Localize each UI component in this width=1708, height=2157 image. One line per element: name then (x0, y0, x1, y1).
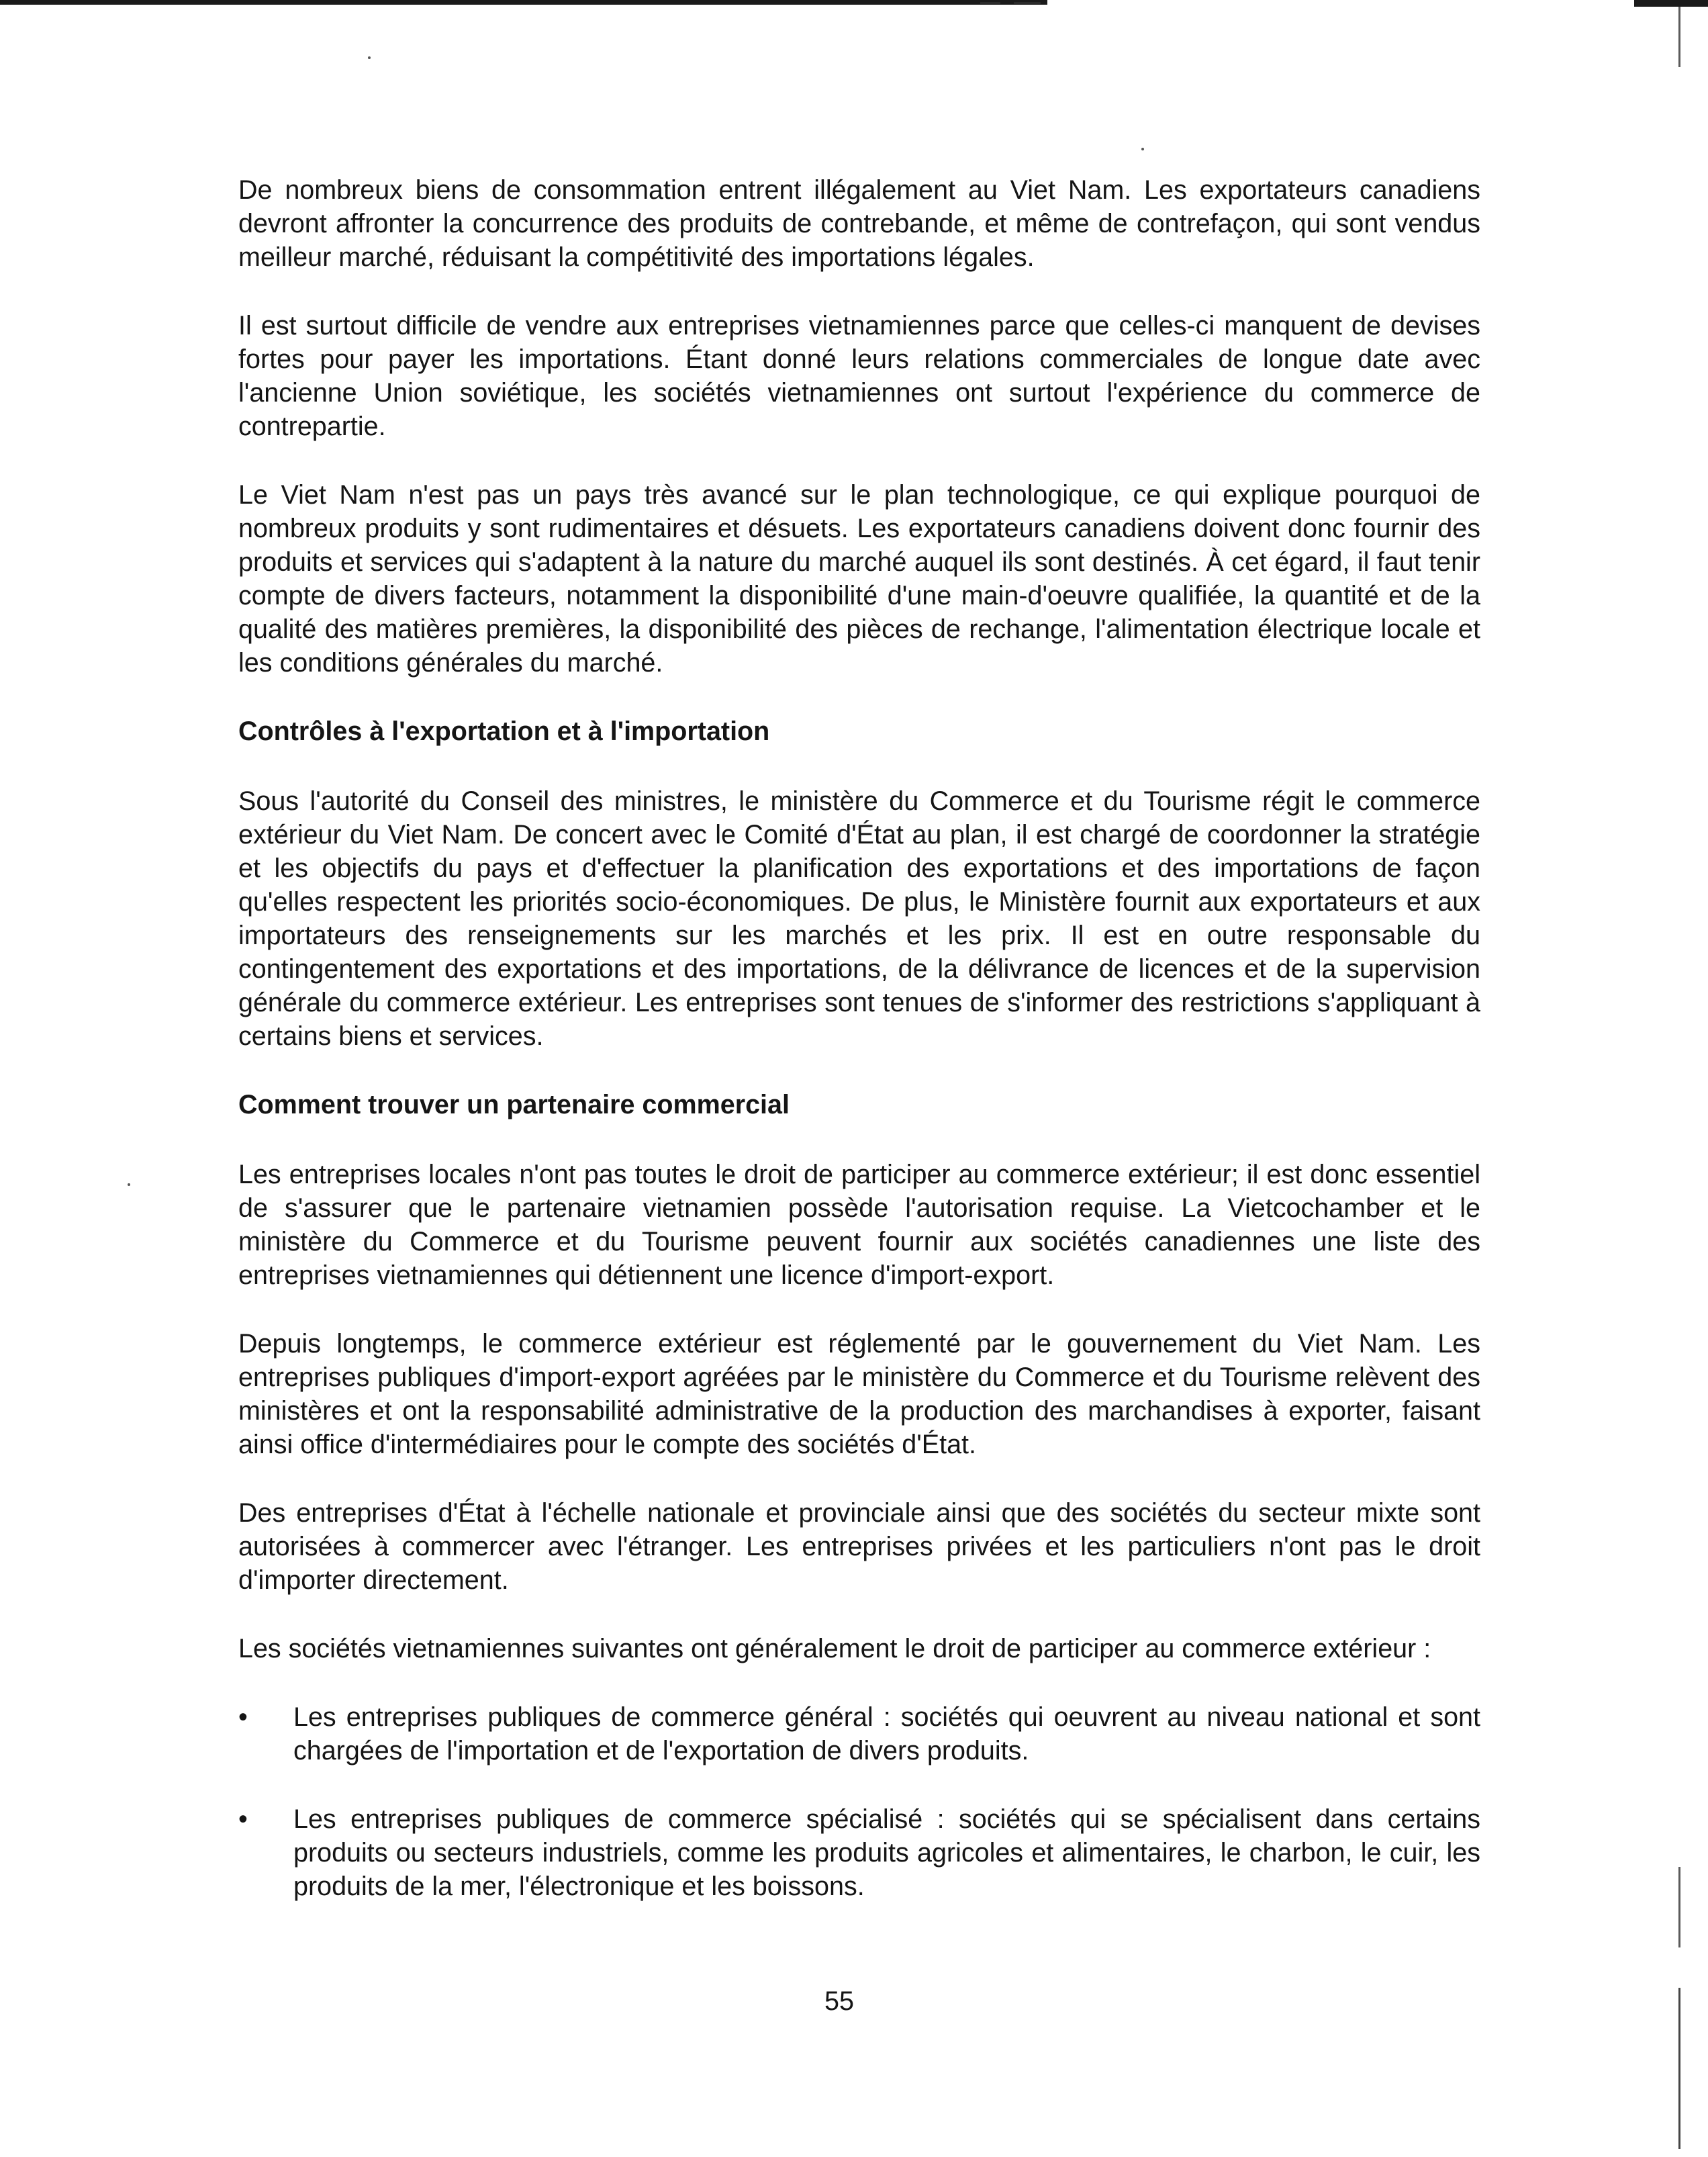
scan-top-border (0, 0, 1047, 5)
paragraph-technologie: Le Viet Nam n'est pas un pays très avancé sur le plan technologique, ce qui explique pourquoi de nombreux produits y sont rudimentaires et désuets. Les exportateurs canadiens doivent donc fournir des produits et services qui s'adaptent à la nature du marché auquel ils sont destinés. À cet égard, il faut tenir compte de divers facteurs, notamment la disponibilité d'une main-d'oeuvre qualifiée, la quantité et de la qualité des matières premières, la disponibilité des pièces de rechange, l'alimentation électrique locale et les conditions générales du marché. (238, 480, 1480, 678)
bullet-icon: • (238, 1804, 248, 1834)
scan-speck (128, 1183, 130, 1186)
bullet-list (238, 1700, 1480, 1903)
list-item (238, 1700, 1480, 1768)
scan-right-edge (1678, 1988, 1680, 2149)
bullet-text-commerce-specialise: Les entreprises publiques de commerce spécialisé : sociétés qui se spécialisent dans certains produits ou secteurs industriels, comme les produits agricoles et alimentaires, le charbon, le cuir, les produits de la mer, l'électronique et les boissons. (293, 1804, 1480, 1901)
paragraph-entreprises-locales: Les entreprises locales n'ont pas toutes le droit de participer au commerce extérieur; il est donc essentiel de s'assurer que le partenaire vietnamien possède l'autorisation requise. La Vietcochamber et le ministère du Commerce et du Tourisme peuvent fournir aux sociétés canadiennes une liste des entreprises vietnamiennes qui détiennent une licence d'import-export. (238, 1160, 1480, 1290)
page-number: 55 (824, 1986, 854, 2016)
section-heading-controles: Contrôles à l'exportation et à l'importation (238, 717, 770, 746)
document-page (238, 173, 1480, 1938)
section-controles (238, 715, 1480, 1053)
scan-top-dash (1014, 2, 1041, 4)
scan-right-edge (1678, 7, 1680, 67)
scan-top-dash (980, 2, 1000, 4)
paragraph-devises: Il est surtout difficile de vendre aux entreprises vietnamiennes parce que celles-ci manquent de devises fortes pour payer les importations. Étant donné leurs relations commerciales de longue date avec l'ancienne Union soviétique, les sociétés vietnamiennes ont surtout l'expérience du commerce de contrepartie. (238, 311, 1480, 441)
paragraph-ministere: Sous l'autorité du Conseil des ministres, le ministère du Commerce et du Tourisme régit le commerce extérieur du Viet Nam. De concert avec le Comité d'État au plan, il est chargé de coordonner la stratégie et les objectifs du pays et d'effectuer la planification des exportations et des importations de façon qu'elles respectent les priorités socio-économiques. De plus, le Ministère fournit aux exportateurs et aux importateurs des renseignements sur les marchés et les prix. Il est en outre responsable du contingentement des exportations et des importations, de la délivrance de licences et de la supervision générale du commerce extérieur. Les entreprises sont tenues de s'informer des restrictions s'appliquant à certains biens et services. (238, 786, 1480, 1051)
paragraph-contrebande: De nombreux biens de consommation entrent illégalement au Viet Nam. Les exportateurs canadiens devront affronter la concurrence des produits de contrebande, et même de contrefaçon, qui sont vendus meilleur marché, réduisant la compétitivité des importations légales. (238, 175, 1480, 272)
paragraph-societes-suivantes: Les sociétés vietnamiennes suivantes ont généralement le droit de participer au commerce extérieur : (238, 1634, 1431, 1663)
list-item (238, 1802, 1480, 1903)
bullet-icon: • (238, 1702, 248, 1732)
section-heading-partenaire: Comment trouver un partenaire commercial (238, 1090, 790, 1119)
bullet-text-commerce-general: Les entreprises publiques de commerce général : sociétés qui oeuvrent au niveau national et sont chargées de l'importation et de l'exportation de divers produits. (293, 1702, 1480, 1765)
scan-speck (1141, 148, 1144, 150)
paragraph-entreprises-etat: Des entreprises d'État à l'échelle nationale et provinciale ainsi que des sociétés du secteur mixte sont autorisées à commercer avec l'étranger. Les entreprises privées et les particuliers n'ont pas le droit d'importer directement. (238, 1498, 1480, 1595)
scan-speck (368, 56, 371, 59)
paragraph-reglementation: Depuis longtemps, le commerce extérieur est réglementé par le gouvernement du Viet Nam. Les entreprises publiques d'import-export agréées par le ministère du Commerce et du Tourisme relèvent des ministères et ont la responsabilité administrative de la production des marchandises à exporter, faisant ainsi office d'intermédiaires pour le compte des sociétés d'État. (238, 1329, 1480, 1459)
section-partenaire (238, 1088, 1480, 1903)
scan-corner-mark (1634, 0, 1708, 7)
scan-right-edge (1678, 1867, 1680, 1947)
